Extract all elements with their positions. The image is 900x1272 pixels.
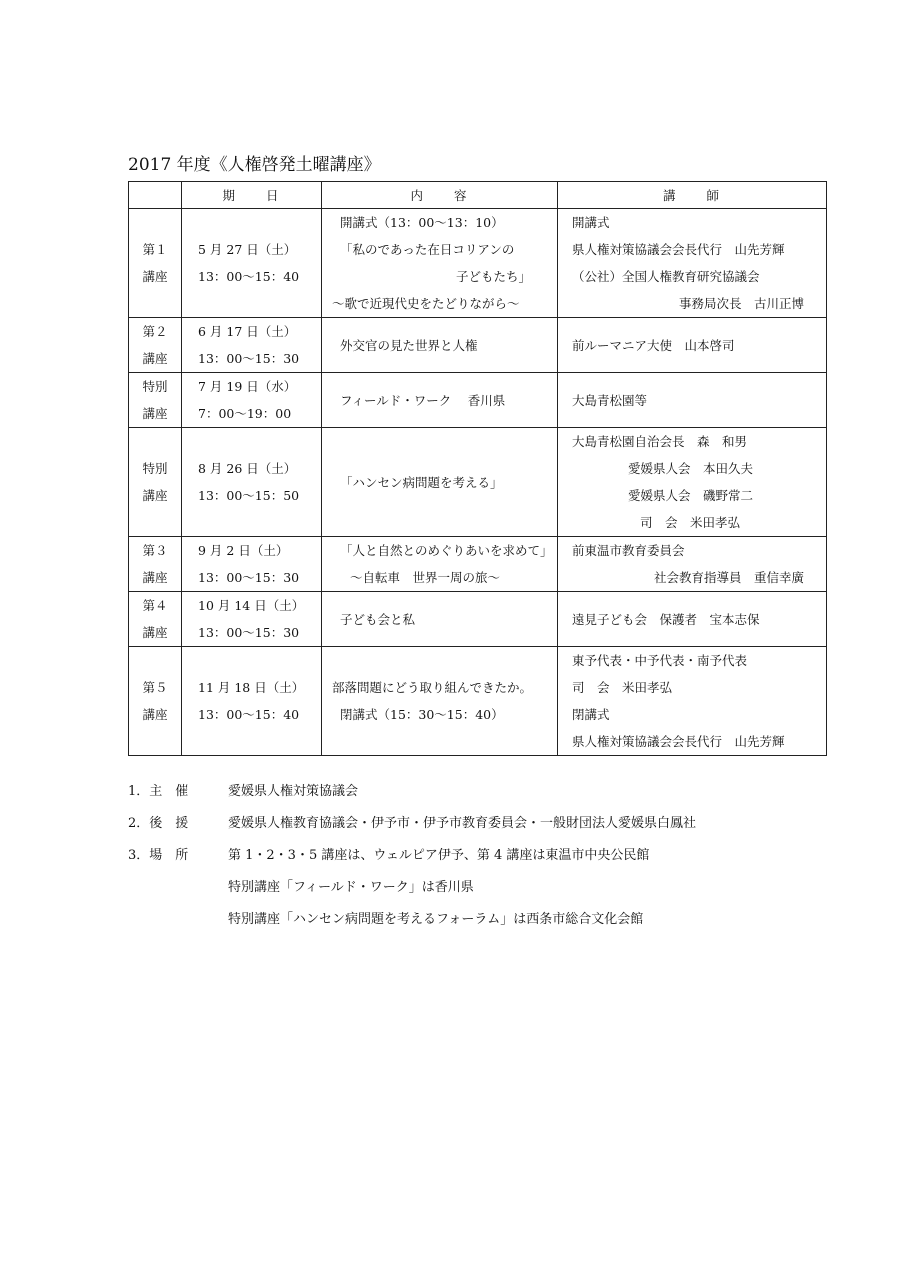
session-number: 特別 講座 xyxy=(129,373,182,428)
header-content: 内 容 xyxy=(322,182,558,209)
session-date: 5 月 27 日（土） 13：00〜15：40 xyxy=(182,209,322,318)
table-row xyxy=(129,537,827,592)
note-venue-line xyxy=(128,904,696,936)
note-label: 2．後 援 xyxy=(128,816,189,831)
session-content: 部落問題にどう取り組んできたか。 閉講式（15：30〜15：40） xyxy=(322,647,558,756)
table-row xyxy=(129,647,827,756)
session-content: 「ハンセン病問題を考える」 xyxy=(322,428,558,537)
session-number: 第１ 講座 xyxy=(129,209,182,318)
note-text: 特別講座「フィールド・ワーク」は香川県 xyxy=(228,880,474,895)
session-date: 9 月 2 日（土） 13：00〜15：30 xyxy=(182,537,322,592)
session-number: 第５ 講座 xyxy=(129,647,182,756)
note-label: 1．主 催 xyxy=(128,784,189,799)
note-venue-line xyxy=(128,872,696,904)
table-row xyxy=(129,592,827,647)
header-lecturer: 講 師 xyxy=(558,182,827,209)
session-number: 第２ 講座 xyxy=(129,318,182,373)
note-label: 3．場 所 xyxy=(128,848,189,863)
session-number: 第３ 講座 xyxy=(129,537,182,592)
session-date: 7 月 19 日（水） 7：00〜19：00 xyxy=(182,373,322,428)
note-text: 第 1・2・3・5 講座は、ウェルピア伊予、第 4 講座は東温市中央公民館 xyxy=(228,848,650,863)
session-content: 子ども会と私 xyxy=(322,592,558,647)
schedule-table xyxy=(128,181,827,756)
session-content: 外交官の見た世界と人権 xyxy=(322,318,558,373)
table-row xyxy=(129,318,827,373)
table-row xyxy=(129,373,827,428)
session-number: 第４ 講座 xyxy=(129,592,182,647)
table-row xyxy=(129,209,827,318)
session-lecturer: 前東温市教育委員会 社会教育指導員 重信幸廣 xyxy=(558,537,827,592)
page-title: 2017 年度《人権啓発土曜講座》 xyxy=(128,155,381,175)
session-number: 特別 講座 xyxy=(129,428,182,537)
note-text: 愛媛県人権教育協議会・伊予市・伊予市教育委員会・一般財団法人愛媛県白鳳社 xyxy=(228,816,697,831)
note-text: 特別講座「ハンセン病問題を考えるフォーラム」は西条市総合文化会館 xyxy=(228,912,644,927)
session-lecturer: 東予代表・中予代表・南予代表 司 会 米田孝弘 閉講式 県人権対策協議会会長代行 山先芳輝 xyxy=(558,647,827,756)
session-lecturer: 開講式 県人権対策協議会会長代行 山先芳輝 （公社）全国人権教育研究協議会 事務局次長 古川正博 xyxy=(558,209,827,318)
session-lecturer: 大島青松園等 xyxy=(558,373,827,428)
header-blank xyxy=(129,182,182,209)
session-content: 「人と自然とのめぐりあいを求めて」 〜自転車 世界一周の旅〜 xyxy=(322,537,558,592)
note-organizer xyxy=(128,776,696,808)
note-text: 愛媛県人権対策協議会 xyxy=(228,784,359,799)
session-lecturer: 遠見子ども会 保護者 宝本志保 xyxy=(558,592,827,647)
session-lecturer: 大島青松園自治会長 森 和男 愛媛県人会 本田久夫 愛媛県人会 磯野常二 司 会 米田孝弘 xyxy=(558,428,827,537)
table-row xyxy=(129,428,827,537)
session-date: 10 月 14 日（土） 13：00〜15：30 xyxy=(182,592,322,647)
notes-section xyxy=(128,776,696,936)
session-content: 開講式（13：00〜13：10） 「私のであった在日コリアンの 子どもたち」 〜歌で近現代史をたどりながら〜 xyxy=(322,209,558,318)
session-date: 11 月 18 日（土） 13：00〜15：40 xyxy=(182,647,322,756)
note-venue xyxy=(128,840,696,872)
note-support xyxy=(128,808,696,840)
session-lecturer: 前ルーマニア大使 山本啓司 xyxy=(558,318,827,373)
table-header-row xyxy=(129,182,827,209)
header-date: 期 日 xyxy=(182,182,322,209)
session-date: 6 月 17 日（土） 13：00〜15：30 xyxy=(182,318,322,373)
session-date: 8 月 26 日（土） 13：00〜15：50 xyxy=(182,428,322,537)
session-content: フィールド・ワーク 香川県 xyxy=(322,373,558,428)
